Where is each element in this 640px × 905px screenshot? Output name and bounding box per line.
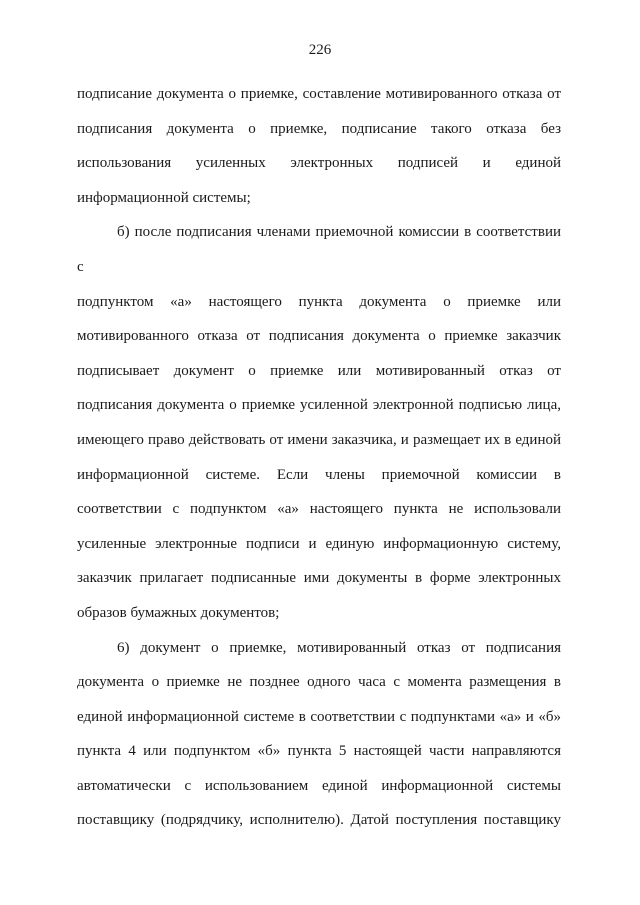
- paragraph-line: поставщику (подрядчику, исполнителю). Датой поступления поставщику: [77, 812, 561, 829]
- paragraph-line: мотивированного отказа от подписания документа о приемке заказчик: [77, 328, 561, 345]
- paragraph-line: автоматически с использованием единой информационной системы: [77, 777, 561, 794]
- paragraph-line: подписание документа о приемке, составление мотивированного отказа от: [77, 86, 561, 102]
- paragraph-line: документа о приемке не позднее одного часа с момента размещения в: [77, 674, 561, 691]
- paragraph-line: информационной системе. Если члены приемочной комиссии в: [77, 466, 561, 483]
- paragraph-line: единой информационной системе в соответствии с подпунктами «а» и «б»: [77, 708, 561, 725]
- paragraph-line: использования усиленных электронных подписей и единой: [77, 155, 561, 172]
- paragraph-line: пункта 4 или подпунктом «б» пункта 5 настоящей части направляются: [77, 743, 561, 760]
- paragraph-line: имеющего право действовать от имени заказчика, и размещает их в единой: [77, 431, 561, 448]
- paragraph-line: б) после подписания членами приемочной комиссии в соответствии с: [77, 224, 561, 275]
- paragraph-line: соответствии с подпунктом «а» настоящего пункта не использовали: [77, 501, 561, 518]
- page-number: 226: [308, 42, 332, 58]
- paragraph-line: усиленные электронные подписи и единую информационную систему,: [77, 535, 561, 552]
- document-body: [77, 77, 561, 838]
- paragraph-line: подписания документа о приемке, подписание такого отказа без: [77, 120, 561, 137]
- paragraph-line: заказчик прилагает подписанные ими документы в форме электронных: [77, 570, 561, 587]
- paragraph-line: образов бумажных документов;: [77, 604, 280, 621]
- paragraph-line: подписывает документ о приемке или мотивированный отказ от: [77, 362, 561, 379]
- paragraph-line: подпунктом «а» настоящего пункта документа о приемке или: [77, 293, 561, 310]
- paragraph-line: 6) документ о приемке, мотивированный отказ от подписания: [117, 639, 561, 656]
- paragraph-line: подписания документа о приемке усиленной электронной подписью лица,: [77, 397, 561, 414]
- paragraph-line: информационной системы;: [77, 189, 251, 206]
